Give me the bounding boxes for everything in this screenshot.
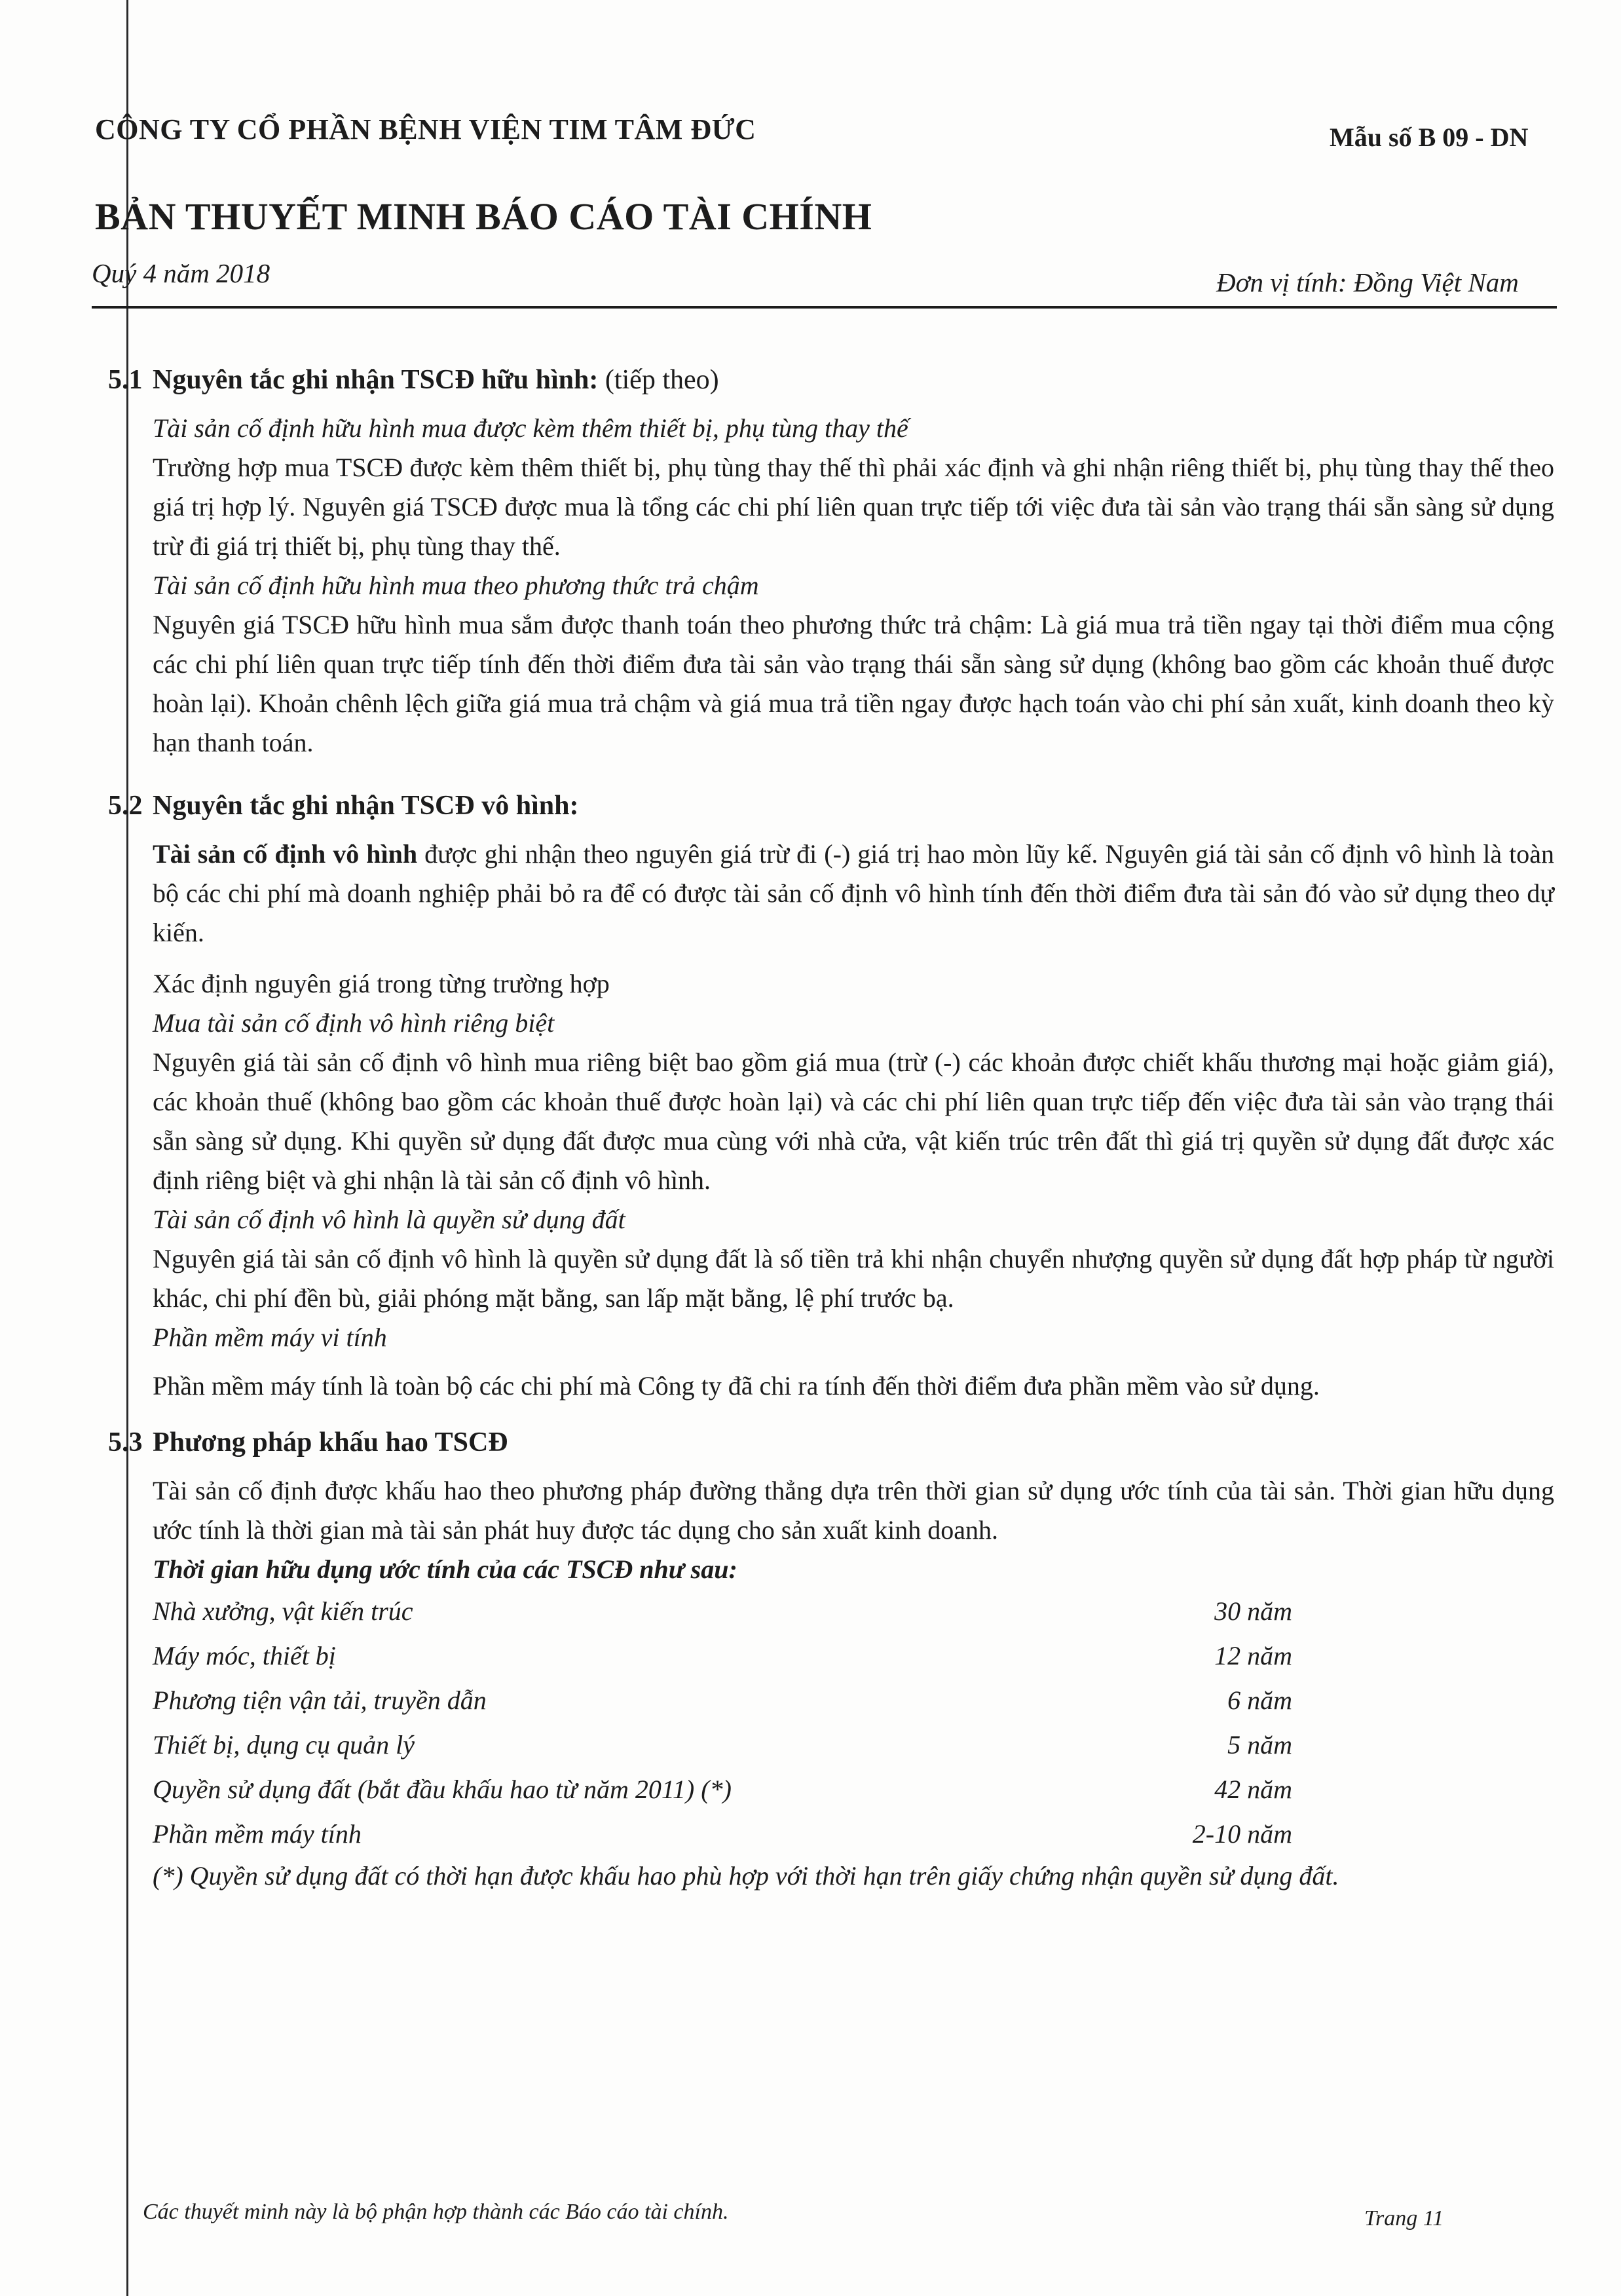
useful-life-row — [153, 1589, 1554, 1634]
useful-life-row — [153, 1812, 1554, 1856]
bold-term: Tài sản cố định vô hình — [153, 839, 418, 869]
asset-class: Phần mềm máy tính — [153, 1819, 362, 1849]
section-5-2-heading — [108, 786, 1554, 825]
section-number: 5.2 — [108, 791, 143, 821]
company-name: CÔNG TY CỔ PHẦN BỆNH VIỆN TIM TÂM ĐỨC — [95, 113, 756, 145]
header-divider — [92, 306, 1557, 309]
currency-unit: Đơn vị tính: Đồng Việt Nam — [1216, 267, 1519, 297]
section-5-3-heading — [108, 1423, 1554, 1462]
paragraph: Tài sản cố định được khấu hao theo phương pháp đường thẳng dựa trên thời gian sử dụng ước tính của tài sản. Thời gian hữu dụng ước tính là thời gian mà tài sản phát huy được tác dụng cho sản xuất kinh doanh. — [153, 1476, 1554, 1545]
continued-label: (tiếp theo) — [605, 365, 719, 395]
form-code: Mẫu số B 09 - DN — [1330, 122, 1529, 152]
useful-life-value: 12 năm — [1214, 1641, 1292, 1670]
useful-life-value: 30 năm — [1214, 1596, 1292, 1626]
useful-life-row — [153, 1767, 1554, 1812]
paragraph — [153, 835, 1554, 952]
subheading: Mua tài sản cố định vô hình riêng biệt — [153, 1008, 555, 1038]
paragraph-text: được ghi nhận theo nguyên giá trừ đi (-) giá trị hao mòn lũy kế. Nguyên giá tài sản cố định vô hình là toàn bộ các chi phí mà doanh nghiệp phải bỏ ra để có được tài sản cố định vô hình tính đến thời điểm đưa tài sản đó vào sử dụng theo dự kiến. — [153, 839, 1554, 947]
section-number: 5.1 — [108, 365, 143, 395]
section-title: Nguyên tắc ghi nhận TSCĐ hữu hình: — [153, 365, 599, 395]
subheading: Tài sản cố định hữu hình mua theo phương thức trả chậm — [153, 571, 759, 600]
paragraph: Phần mềm máy tính là toàn bộ các chi phí mà Công ty đã chi ra tính đến thời điểm đưa phần mềm vào sử dụng. — [153, 1371, 1320, 1401]
binding-margin-line — [126, 0, 128, 2296]
useful-life-value: 2-10 năm — [1192, 1819, 1292, 1849]
footnote: (*) Quyền sử dụng đất có thời hạn được khấu hao phù hợp với thời hạn trên giấy chứng nhận quyền sử dụng đất. — [153, 1861, 1339, 1891]
useful-life-value: 5 năm — [1227, 1730, 1292, 1760]
section-5-1-heading — [108, 360, 1554, 400]
useful-life-row — [153, 1678, 1554, 1723]
page-number: Trang 11 — [1364, 2206, 1444, 2230]
paragraph: Nguyên giá TSCĐ hữu hình mua sắm được thanh toán theo phương thức trả chậm: Là giá mua trả tiền ngay tại thời điểm mua cộng các chi phí liên quan trực tiếp tính đến thời điểm đưa tài sản vào trạng thái sẵn sàng sử dụng (không bao gồm các khoản thuế được hoàn lại). Khoản chênh lệch giữa giá mua trả chậm và giá mua trả tiền ngay được hạch toán vào chi phí sản xuất, kinh doanh theo kỳ hạn thanh toán. — [153, 610, 1554, 757]
useful-life-value: 6 năm — [1227, 1685, 1292, 1715]
section-number: 5.3 — [108, 1427, 143, 1458]
report-period: Quý 4 năm 2018 — [92, 258, 270, 288]
asset-class: Quyền sử dụng đất (bắt đầu khấu hao từ năm 2011) (*) — [153, 1775, 732, 1804]
asset-class: Nhà xưởng, vật kiến trúc — [153, 1596, 413, 1626]
report-title: BẢN THUYẾT MINH BÁO CÁO TÀI CHÍNH — [95, 195, 872, 238]
useful-life-row — [153, 1634, 1554, 1678]
section-title: Nguyên tắc ghi nhận TSCĐ vô hình: — [153, 791, 579, 821]
paragraph: Trường hợp mua TSCĐ được kèm thêm thiết bị, phụ tùng thay thế thì phải xác định và ghi nhận riêng thiết bị, phụ tùng thay thế theo giá trị hợp lý. Nguyên giá TSCĐ được mua là tổng các chi phí liên quan trực tiếp tới việc đưa tài sản vào trạng thái sẵn sàng sử dụng trừ đi giá trị thiết bị, phụ tùng thay thế. — [153, 453, 1554, 561]
footer-note: Các thuyết minh này là bộ phận hợp thành các Báo cáo tài chính. — [143, 2200, 729, 2224]
useful-life-heading: Thời gian hữu dụng ước tính của các TSCĐ như sau: — [153, 1554, 737, 1584]
subheading: Tài sản cố định vô hình là quyền sử dụng đất — [153, 1205, 625, 1234]
paragraph: Nguyên giá tài sản cố định vô hình là quyền sử dụng đất là số tiền trả khi nhận chuyển nhượng quyền sử dụng đất hợp pháp từ người khác, chi phí đền bù, giải phóng mặt bằng, san lấp mặt bằng, lệ phí trước bạ. — [153, 1244, 1554, 1313]
asset-class: Máy móc, thiết bị — [153, 1641, 336, 1670]
asset-class: Thiết bị, dụng cụ quản lý — [153, 1730, 415, 1760]
section-title: Phương pháp khấu hao TSCĐ — [153, 1427, 508, 1458]
notes-body — [108, 347, 1554, 1896]
paragraph: Xác định nguyên giá trong từng trường hợp — [153, 969, 610, 998]
subheading: Phần mềm máy vi tính — [153, 1323, 387, 1352]
subheading: Tài sản cố định hữu hình mua được kèm thêm thiết bị, phụ tùng thay thế — [153, 413, 908, 443]
asset-class: Phương tiện vận tải, truyền dẫn — [153, 1685, 487, 1715]
useful-life-value: 42 năm — [1214, 1775, 1292, 1804]
paragraph: Nguyên giá tài sản cố định vô hình mua riêng biệt bao gồm giá mua (trừ (-) các khoản được chiết khấu thương mại hoặc giảm giá), các khoản thuế (không bao gồm các khoản thuế được hoàn lại) và các chi phí liên quan trực tiếp đến việc đưa tài sản vào trạng thái sẵn sàng sử dụng. Khi quyền sử dụng đất được mua cùng với nhà cửa, vật kiến trúc trên đất thì giá trị quyền sử dụng đất được xác định riêng biệt và ghi nhận là tài sản cố định vô hình. — [153, 1047, 1554, 1195]
useful-life-row — [153, 1723, 1554, 1767]
